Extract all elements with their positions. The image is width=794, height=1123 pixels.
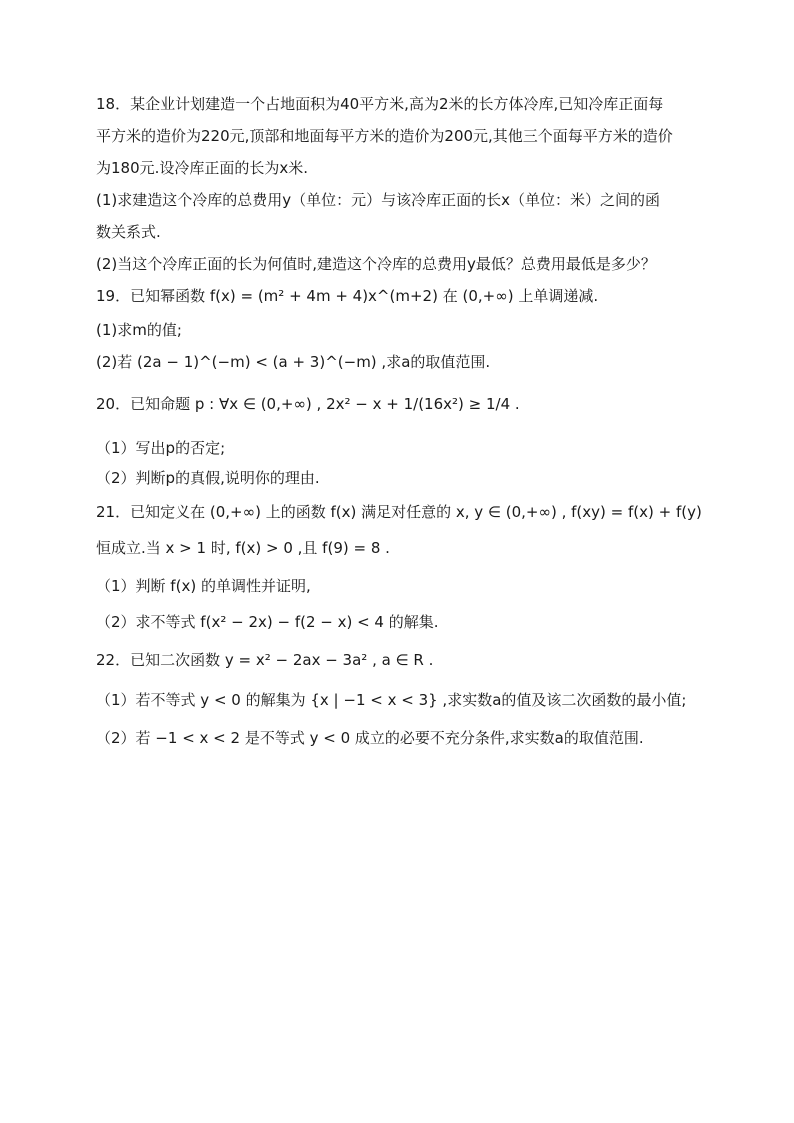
- problem-20-line-3: （2）判断p的真假,说明你的理由.: [96, 469, 320, 487]
- problem-21-line-4: （2）求不等式 f(x² − 2x) − f(2 − x) < 4 的解集.: [96, 613, 439, 631]
- problem-19-line-3: (2)若 (2a − 1)^(−m) < (a + 3)^(−m) ,求a的取值范围.: [96, 353, 491, 371]
- problem-18-line-1: 18．某企业计划建造一个占地面积为40平方米,高为2米的长方体冷库,已知冷库正面每: [96, 95, 664, 113]
- problem-18-line-4: (1)求建造这个冷库的总费用y（单位：元）与该冷库正面的长x（单位：米）之间的函: [96, 191, 661, 209]
- problem-21-line-3: （1）判断 f(x) 的单调性并证明,: [96, 577, 311, 595]
- problem-18-line-2: 平方米的造价为220元,顶部和地面每平方米的造价为200元,其他三个面每平方米的造价: [96, 127, 673, 145]
- problem-20-line-2: （1）写出p的否定;: [96, 439, 226, 457]
- problem-21-line-2: 恒成立.当 x > 1 时, f(x) > 0 ,且 f(9) = 8 .: [96, 539, 390, 557]
- problem-22-line-1: 22．已知二次函数 y = x² − 2ax − 3a² , a ∈ R .: [96, 651, 434, 669]
- problem-22-line-3: （2）若 −1 < x < 2 是不等式 y < 0 成立的必要不充分条件,求实数a的取值范围.: [96, 729, 644, 747]
- problem-19-line-2: (1)求m的值;: [96, 321, 182, 339]
- problem-21-line-1: 21．已知定义在 (0,+∞) 上的函数 f(x) 满足对任意的 x, y ∈ (0,+∞) , f(xy) = f(x) + f(y): [96, 503, 702, 521]
- problem-18-line-3: 为180元.设冷库正面的长为x米.: [96, 159, 309, 177]
- problem-18-line-5: 数关系式.: [96, 223, 161, 241]
- problem-19-line-1: 19．已知幂函数 f(x) = (m² + 4m + 4)x^(m+2) 在 (0,+∞) 上单调递减.: [96, 287, 599, 305]
- problem-20-line-1: 20．已知命题 p : ∀x ∈ (0,+∞) , 2x² − x + 1/(16x²) ≥ 1/4 .: [96, 395, 520, 413]
- problem-22-line-2: （1）若不等式 y < 0 的解集为 {x | −1 < x < 3} ,求实数a的值及该二次函数的最小值;: [96, 691, 687, 709]
- problem-18-line-6: (2)当这个冷库正面的长为何值时,建造这个冷库的总费用y最低？总费用最低是多少？: [96, 255, 656, 273]
